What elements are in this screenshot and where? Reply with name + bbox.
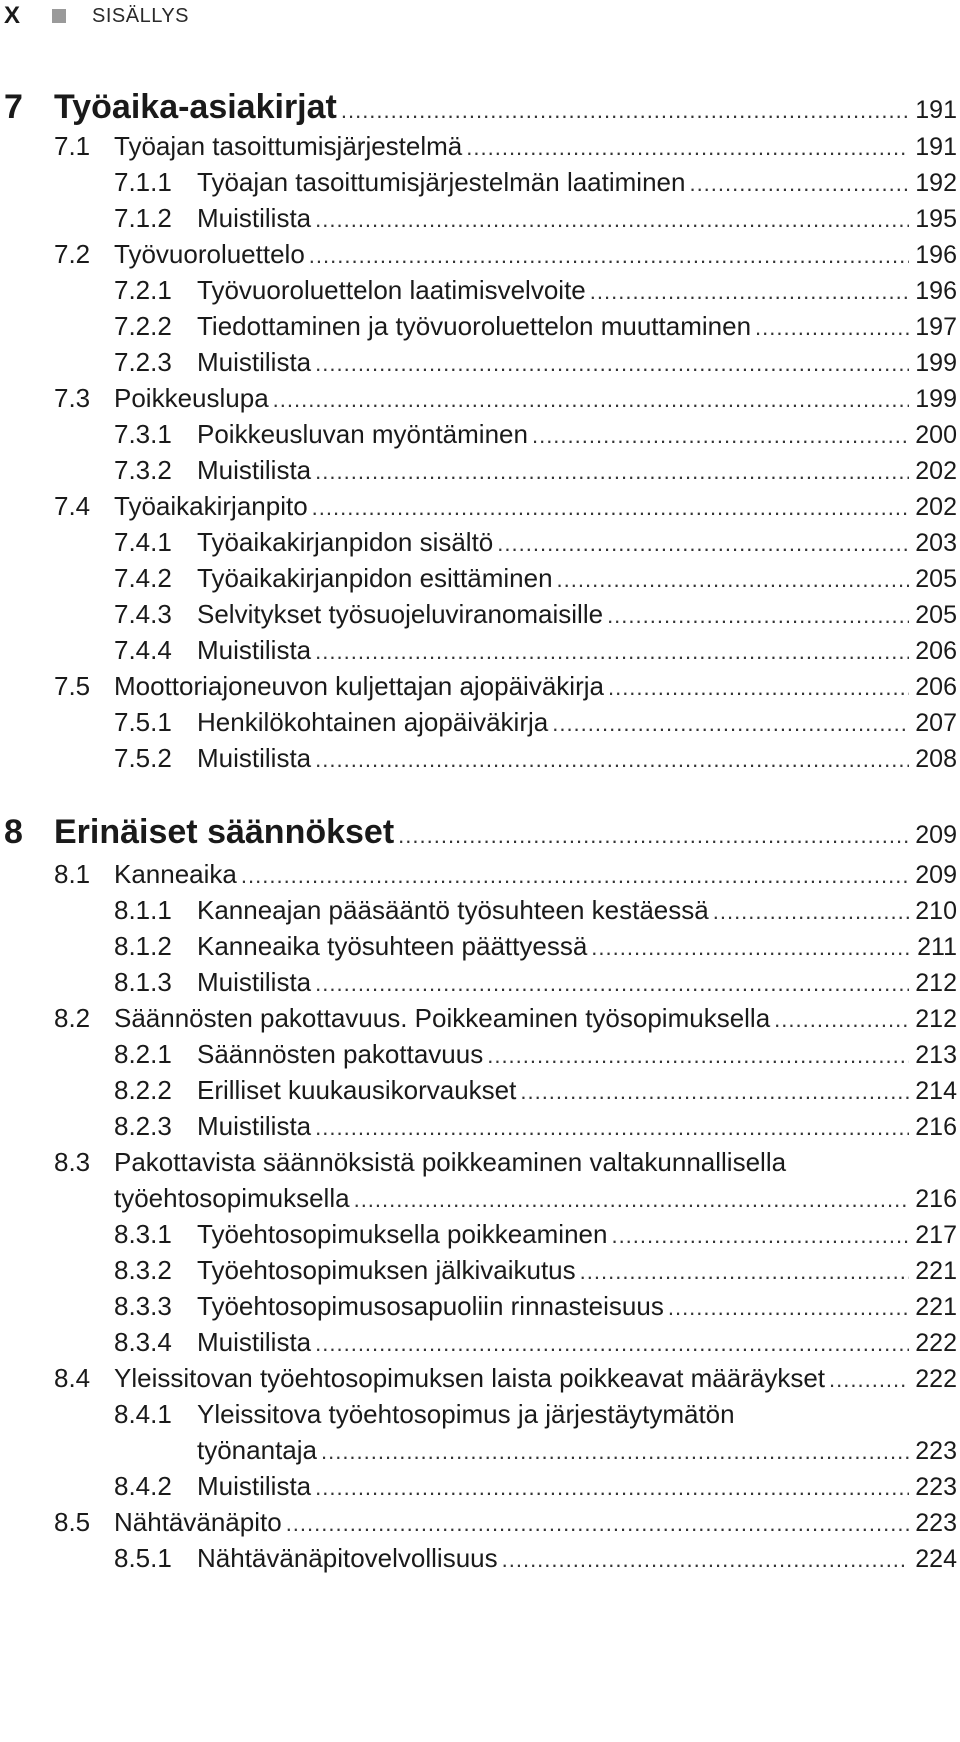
dot-leader (689, 171, 909, 197)
toc-subsection-number: 8.3.2 (114, 1255, 172, 1285)
toc-page-number: 210 (915, 897, 957, 925)
dot-leader (713, 899, 909, 925)
dot-leader (591, 935, 909, 961)
dot-leader (608, 675, 909, 701)
dot-leader (315, 1115, 909, 1141)
toc-section-8-3-line2[interactable] (114, 1183, 957, 1214)
toc-subsection-title: Poikkeusluvan myöntäminen (197, 419, 528, 449)
toc-subsection-8-3-1[interactable] (114, 1219, 957, 1250)
toc-subsection-7-2-1[interactable] (114, 275, 957, 306)
toc-page-number: 195 (915, 205, 957, 233)
dot-leader (520, 1079, 909, 1105)
toc-subsection-number: 7.2.3 (114, 347, 172, 377)
toc-subsection-title: Nähtävänäpitovelvollisuus (197, 1543, 498, 1573)
dot-leader (611, 1223, 909, 1249)
toc-subsection-number: 8.4.1 (114, 1399, 172, 1429)
dot-leader (590, 279, 909, 305)
toc-subsection-8-4-1-line2[interactable] (197, 1435, 957, 1466)
dot-leader (774, 1007, 909, 1033)
toc-page-number: 211 (917, 933, 957, 961)
dot-leader (315, 971, 909, 997)
dot-leader (755, 315, 909, 341)
toc-section-7-1[interactable] (54, 131, 957, 162)
toc-page-number: 223 (915, 1437, 957, 1465)
toc-chapter-number: 7 (4, 88, 23, 126)
toc-subsection-number: 8.1.2 (114, 931, 172, 961)
toc-subsection-7-4-4[interactable] (114, 635, 957, 666)
dot-leader (321, 1439, 909, 1465)
toc-page-number: 214 (915, 1077, 957, 1105)
toc-subsection-number: 7.1.2 (114, 203, 172, 233)
toc-section-title: Nähtävänäpito (114, 1507, 282, 1537)
toc-chapter-8[interactable] (4, 813, 957, 852)
dot-leader (532, 423, 909, 449)
toc-page-number: 202 (915, 493, 957, 521)
toc-subsection-number: 7.3.2 (114, 455, 172, 485)
toc-section-title: Säännösten pakottavuus. Poikkeaminen työsopimuksella (114, 1003, 771, 1033)
toc-subsection-title: Muistilista (197, 1327, 312, 1357)
dot-leader (341, 98, 909, 124)
toc-section-title: Työvuoroluettelo (114, 239, 305, 269)
toc-page-number: 191 (915, 96, 957, 124)
toc-subsection-title: Muistilista (197, 347, 312, 377)
toc-page-number: 223 (915, 1509, 957, 1537)
toc-subsection-title: Säännösten pakottavuus (197, 1039, 484, 1069)
toc-subsection-7-2-3[interactable] (114, 347, 957, 378)
header-title: SISÄLLYS (92, 5, 190, 27)
toc-subsection-number: 7.1.1 (114, 167, 172, 197)
toc-subsection-title: Työaikakirjanpidon esittäminen (197, 563, 553, 593)
toc-subsection-number: 8.4.2 (114, 1471, 172, 1501)
toc-page-number: 216 (915, 1113, 957, 1141)
toc-section-number: 7.2 (54, 239, 91, 269)
toc-page-number: 212 (915, 1005, 957, 1033)
toc-section-7-3[interactable] (54, 383, 957, 414)
toc-page-number: 222 (915, 1365, 957, 1393)
toc-subsection-8-3-2[interactable] (114, 1255, 957, 1286)
toc-subsection-number: 8.3.4 (114, 1327, 172, 1357)
toc-subsection-title: Muistilista (197, 967, 312, 997)
dot-leader (607, 603, 909, 629)
toc-section-8-1[interactable] (54, 859, 957, 890)
toc-subsection-title: Muistilista (197, 203, 312, 233)
toc-subsection-number: 8.2.2 (114, 1075, 172, 1105)
toc-subsection-8-1-3[interactable] (114, 967, 957, 998)
toc-section-title: Työaikakirjanpito (114, 491, 308, 521)
toc-section-title: Pakottavista säännöksistä poikkeaminen valtakunnallisella (114, 1147, 787, 1177)
toc-section-number: 8.5 (54, 1507, 91, 1537)
dot-leader (315, 1475, 909, 1501)
toc-page-number: 216 (915, 1185, 957, 1213)
toc-page-number: 208 (915, 745, 957, 773)
toc-subsection-7-4-1[interactable] (114, 527, 957, 558)
toc-subsection-title: Tiedottaminen ja työvuoroluettelon muuttaminen (197, 311, 752, 341)
toc-page-number: 205 (915, 601, 957, 629)
toc-page-number: 196 (915, 277, 957, 305)
dot-leader (668, 1295, 909, 1321)
toc-subsection-number: 8.2.3 (114, 1111, 172, 1141)
toc-section-number: 8.2 (54, 1003, 91, 1033)
dot-leader (315, 639, 909, 665)
toc-page-number: 224 (915, 1545, 957, 1573)
toc-section-8-3-line1[interactable] (54, 1147, 957, 1178)
toc-subsection-8-2-2[interactable] (114, 1075, 957, 1106)
toc-page-number: 206 (915, 673, 957, 701)
dot-leader (580, 1259, 909, 1285)
dot-leader (502, 1547, 909, 1573)
toc-subsection-8-3-3[interactable] (114, 1291, 957, 1322)
toc-subsection-7-1-1[interactable] (114, 167, 957, 198)
toc-section-7-2[interactable] (54, 239, 957, 270)
toc-subsection-7-4-3[interactable] (114, 599, 957, 630)
toc-subsection-title: Työehtosopimusosapuoliin rinnasteisuus (197, 1291, 664, 1321)
toc-subsection-8-5-1[interactable] (114, 1543, 957, 1574)
dot-leader (497, 531, 909, 557)
toc-section-7-4[interactable] (54, 491, 957, 522)
toc-subsection-7-5-2[interactable] (114, 743, 957, 774)
toc-subsection-number: 7.3.1 (114, 419, 172, 449)
toc-subsection-8-4-2[interactable] (114, 1471, 957, 1502)
toc-subsection-8-2-1[interactable] (114, 1039, 957, 1070)
dot-leader (557, 567, 909, 593)
dot-leader (354, 1187, 909, 1213)
toc-section-title: Kanneaika (114, 859, 237, 889)
toc-page-number: 192 (915, 169, 957, 197)
dot-leader (315, 351, 909, 377)
toc-page-number: 223 (915, 1473, 957, 1501)
toc-subsection-7-1-2[interactable] (114, 203, 957, 234)
dot-leader (286, 1511, 909, 1537)
dot-leader (315, 747, 909, 773)
toc-subsection-title: Henkilökohtainen ajopäiväkirja (197, 707, 549, 737)
toc-chapter-7[interactable] (4, 88, 957, 127)
toc-page-number: 221 (915, 1257, 957, 1285)
dot-leader (312, 495, 909, 521)
toc-section-title: Työajan tasoittumisjärjestelmä (114, 131, 463, 161)
toc-subsection-title: Muistilista (197, 1471, 312, 1501)
dot-leader (398, 823, 909, 849)
toc-section-title: Moottoriajoneuvon kuljettajan ajopäiväkirja (114, 671, 604, 701)
dot-leader (315, 207, 909, 233)
toc-subsection-8-3-4[interactable] (114, 1327, 957, 1358)
toc-page-number: 203 (915, 529, 957, 557)
toc-subsection-7-4-2[interactable] (114, 563, 957, 594)
dot-leader (309, 243, 909, 269)
toc-section-title: Yleissitovan työehtosopimuksen laista poikkeavat määräykset (114, 1363, 826, 1393)
toc-subsection-8-1-1[interactable] (114, 895, 957, 926)
toc-page-number: 202 (915, 457, 957, 485)
toc-page-number: 217 (915, 1221, 957, 1249)
toc-section-8-2[interactable] (54, 1003, 957, 1034)
toc-page-number: 197 (915, 313, 957, 341)
toc-subsection-number: 7.2.2 (114, 311, 172, 341)
toc-page-number: 196 (915, 241, 957, 269)
close-x-label[interactable]: X (4, 2, 21, 29)
dot-leader (315, 459, 909, 485)
toc-subsection-title: Työehtosopimuksen jälkivaikutus (197, 1255, 576, 1285)
toc-section-title: Poikkeuslupa (114, 383, 269, 413)
toc-subsection-title: Työvuoroluettelon laatimisvelvoite (197, 275, 586, 305)
toc-subsection-title: Erilliset kuukausikorvaukset (197, 1075, 517, 1105)
toc-subsection-title: Työajan tasoittumisjärjestelmän laatiminen (197, 167, 686, 197)
toc-page-number: 199 (915, 385, 957, 413)
toc-section-number: 8.3 (54, 1147, 91, 1177)
toc-subsection-number: 8.2.1 (114, 1039, 172, 1069)
toc-page-number: 212 (915, 969, 957, 997)
toc-subsection-7-5-1[interactable] (114, 707, 957, 738)
toc-subsection-8-4-1-line1[interactable] (114, 1399, 957, 1430)
toc-page-number: 199 (915, 349, 957, 377)
toc-subsection-title-continued: työnantaja (197, 1435, 317, 1465)
toc-subsection-number: 7.2.1 (114, 275, 172, 305)
toc-section-8-5[interactable] (54, 1507, 957, 1538)
toc-subsection-8-2-3[interactable] (114, 1111, 957, 1142)
toc-subsection-8-1-2[interactable] (114, 931, 957, 962)
dot-leader (466, 135, 909, 161)
toc-subsection-title: Muistilista (197, 635, 312, 665)
toc-subsection-title: Kanneaika työsuhteen päättyessä (197, 931, 588, 961)
toc-section-number: 8.1 (54, 859, 91, 889)
toc-page-number: 209 (915, 861, 957, 889)
toc-subsection-number: 7.4.1 (114, 527, 172, 557)
toc-subsection-title: Muistilista (197, 743, 312, 773)
toc-subsection-number: 7.4.2 (114, 563, 172, 593)
dot-leader (273, 387, 909, 413)
toc-chapter-number: 8 (4, 813, 23, 851)
toc-section-number: 7.5 (54, 671, 91, 701)
toc-section-7-5[interactable] (54, 671, 957, 702)
toc-subsection-title: Muistilista (197, 455, 312, 485)
toc-subsection-7-2-2[interactable] (114, 311, 957, 342)
toc-subsection-number: 7.4.3 (114, 599, 172, 629)
dot-leader (829, 1367, 909, 1393)
toc-section-number: 7.3 (54, 383, 91, 413)
toc-subsection-number: 8.3.3 (114, 1291, 172, 1321)
toc-subsection-number: 8.5.1 (114, 1543, 172, 1573)
toc-subsection-title: Työaikakirjanpidon sisältö (197, 527, 494, 557)
toc-section-number: 8.4 (54, 1363, 91, 1393)
dot-leader (552, 711, 909, 737)
toc-subsection-number: 7.5.1 (114, 707, 172, 737)
toc-section-8-4[interactable] (54, 1363, 957, 1394)
toc-section-title-continued: työehtosopimuksella (114, 1183, 350, 1213)
toc-subsection-title: Muistilista (197, 1111, 312, 1141)
dot-leader (487, 1043, 909, 1069)
toc-section-number: 7.1 (54, 131, 91, 161)
toc-page-number: 213 (915, 1041, 957, 1069)
toc-chapter-title: Erinäiset säännökset (54, 813, 395, 851)
toc-subsection-title: Selvitykset työsuojeluviranomaisille (197, 599, 604, 629)
toc-page-number: 205 (915, 565, 957, 593)
toc-subsection-title: Työehtosopimuksella poikkeaminen (197, 1219, 608, 1249)
toc-subsection-7-3-1[interactable] (114, 419, 957, 450)
toc-page-number: 206 (915, 637, 957, 665)
toc-page-number: 200 (915, 421, 957, 449)
toc-subsection-title: Kanneajan pääsääntö työsuhteen kestäessä (197, 895, 709, 925)
toc-subsection-number: 8.1.3 (114, 967, 172, 997)
toc-page-number: 222 (915, 1329, 957, 1357)
toc-page-number: 221 (915, 1293, 957, 1321)
dot-leader (241, 863, 909, 889)
toc-chapter-title: Työaika-asiakirjat (54, 88, 337, 126)
toc-subsection-number: 8.3.1 (114, 1219, 172, 1249)
toc-subsection-number: 7.5.2 (114, 743, 172, 773)
dot-leader (315, 1331, 909, 1357)
toc-page-number: 209 (915, 821, 957, 849)
toc-subsection-title: Yleissitova työehtosopimus ja järjestäytymätön (197, 1399, 735, 1429)
toc-subsection-number: 7.4.4 (114, 635, 172, 665)
toc-subsection-number: 8.1.1 (114, 895, 172, 925)
toc-subsection-7-3-2[interactable] (114, 455, 957, 486)
toc-page-number: 191 (915, 133, 957, 161)
toc-section-number: 7.4 (54, 491, 91, 521)
toc-page-number: 207 (915, 709, 957, 737)
